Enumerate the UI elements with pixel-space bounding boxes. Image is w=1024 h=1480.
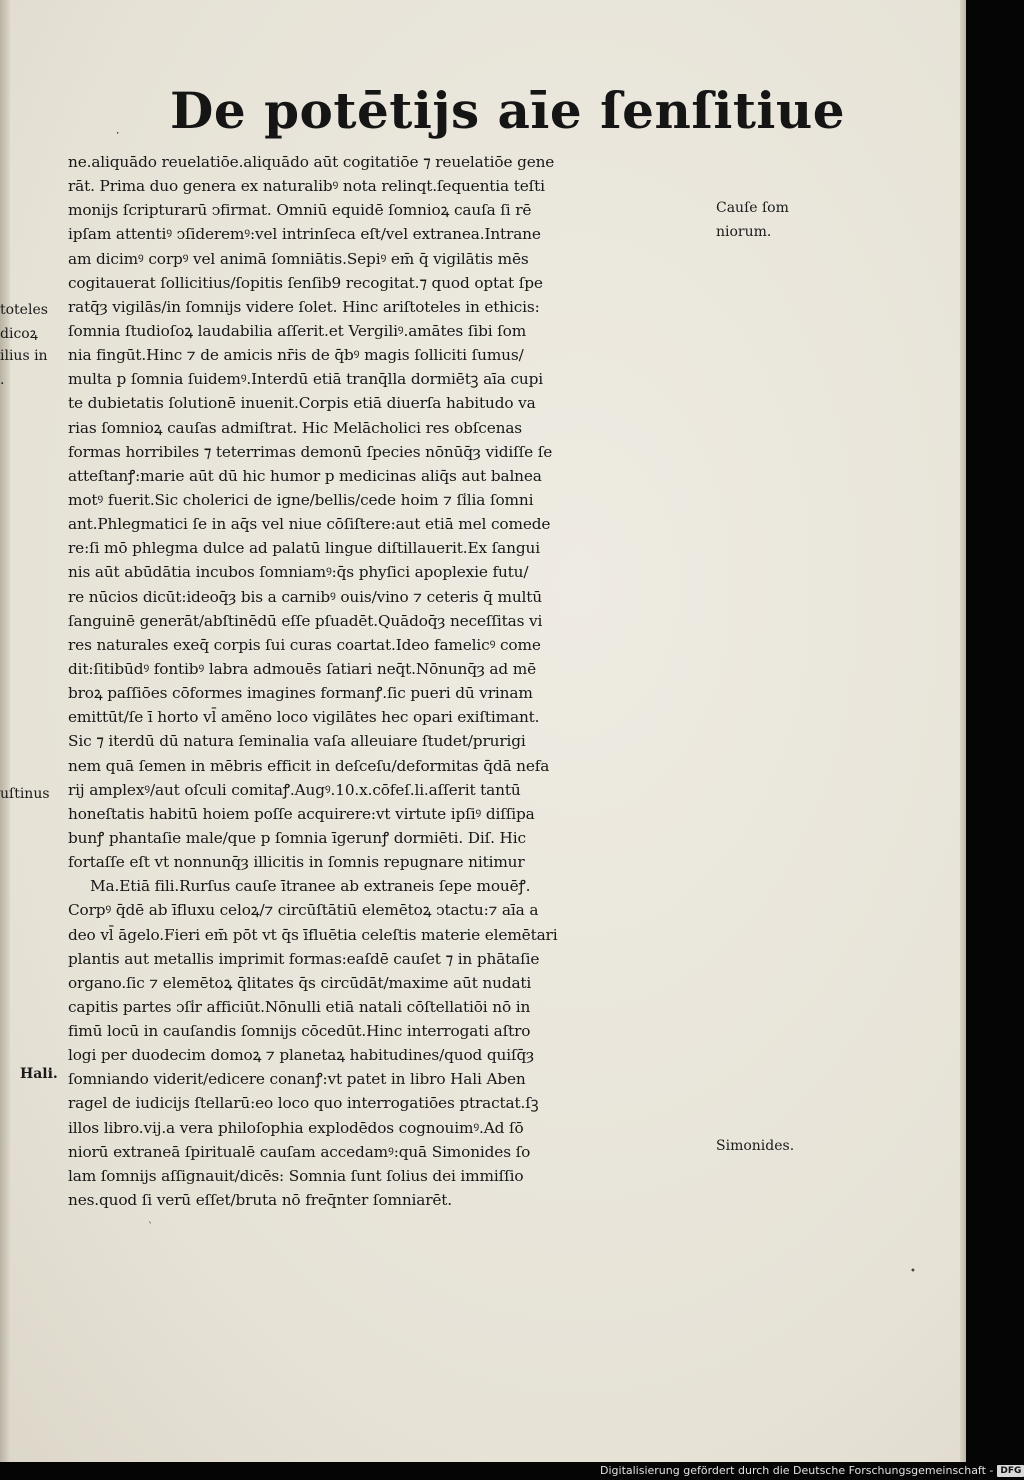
text-line: formas horribiles ⁊ teterrimas demonū ſpecies nōnūq̄ȝ vidiſſe ſe <box>68 442 553 461</box>
text-line: multa p ſomnia ſuidemꝰ.Interdū etiā tranq̄lla dormiētꝫ aīa cupi <box>68 370 543 389</box>
text-line: Corpꝰ q̄dē ab īfluxu celoꝝ/⁊ circūſtātiū elemētoꝝ ↄtactu:⁊ aīa a <box>68 901 539 920</box>
text-line: fortaſſe eſt vt nonnunq̄ȝ illicitis in ſomnis repugnare nitimur <box>68 853 525 872</box>
text-line: am dicimꝰ corpꝰ vel animā ſomniātis.Sepiꝰ em̄ q̄ vigilātis mēs <box>68 249 529 268</box>
text-line: ant.Phlegmatici ſe in aq̄s vel niue cōſiſtere:aut etiā mel comede <box>68 515 551 534</box>
margin-note-left: toteles <box>0 302 48 318</box>
text-line: broꝝ paſſiōes cōformes imagines formanꝭ.ſic pueri dū vrinam <box>68 684 533 703</box>
text-line: nis aūt abūdātia incubos ſomniamꝰ:q̄s phyſici apoplexie futu/ <box>68 563 529 582</box>
dfg-logo-icon: DFG <box>997 1465 1024 1477</box>
text-line: Sic ⁊ iterdū dū natura ſeminalia vaſa alleuiare ſtudet/prurigi <box>68 732 526 751</box>
page-edge-shadow <box>960 0 966 1462</box>
margin-note-left: ilius in <box>0 348 48 364</box>
text-line: ſomnia ſtudioſoꝝ laudabilia aſſerit.et Vergiliꝰ.amātes ſibi ſom <box>68 321 527 340</box>
text-line: fimū locū in cauſandis ſomnijs cōcedūt.Hinc interrogati aſtro <box>68 1022 531 1041</box>
ink-speck: ` <box>148 1222 153 1233</box>
margin-note-right: Cauſe ſom <box>716 200 789 216</box>
text-line: ne.aliquādo reuelatiōe.aliquādo aūt cogitatiōe ⁊ reuelatiōe gene <box>68 153 555 171</box>
text-line: deo vl̄ āgelo.Fieri em̄ pōt vt q̄s īfluētia celeſtis materie elemētari <box>68 925 558 944</box>
text-line: motꝰ fuerit.Sic cholerici de igne/bellis/cede hoim ⁊ ſi̾lia ſomni <box>68 490 534 509</box>
text-line: emittūt/ſe ī horto vl̄ amẽno loco vigilātes hec opari exiſtimant. <box>68 708 540 727</box>
text-line: nem quā ſemen in mēbris efficit in deſceſu/deformitas q̄dā nefa <box>68 756 550 775</box>
text-line: illos libro.vij.a vera philoſophia explodēdos cognouimꝰ.Ad ſō <box>68 1118 524 1137</box>
printer-mark-icon: ⸳ <box>116 124 120 138</box>
text-line: res naturales exeq̄ corpis ſui curas coartat.Ideo famelicꝰ come <box>68 635 541 654</box>
text-line: ragel de iudicijs ſtellarū:eo loco quo interrogatiōes ptractat.ſꝫ <box>68 1094 539 1113</box>
ink-speck: • <box>910 1266 916 1277</box>
text-line: ratq̄ȝ vigilās/in ſomnijs videre ſolet. Hinc ariſtoteles in ethicis: <box>68 297 540 316</box>
margin-note-left: Hali. <box>20 1066 58 1082</box>
text-line: nes.quod ſi verū eſſet/bruta nō freq̄nter ſomniarēt. <box>68 1191 453 1210</box>
text-line: ſomniando viderit/edicere conanꝭ:vt patet in libro Hali Aben <box>68 1070 526 1089</box>
text-line: organo.ſic ⁊ elemētoꝝ q̄litates q̄s circūdāt/maxime aūt nudati <box>68 973 532 992</box>
footer-text: Digitalisierung gefördert durch die Deutsche Forschungsgemeinschaft - <box>600 1464 994 1477</box>
text-line: ipſam attentiꝰ ↄſideremꝰ:vel intrinſeca eſt/vel extranea.Intrane <box>68 225 541 244</box>
text-line: niorū extraneā ſpiritualē cauſam accedamꝰ:quā Simonides ſo <box>68 1142 531 1161</box>
text-line: dit:ſitibūdꝰ fontibꝰ labra admouēs ſatiari neq̄t.Nōnunq̄ȝ ad mē <box>68 659 537 678</box>
margin-note-right: Simonides. <box>716 1138 795 1154</box>
text-line: re:ſi mō phlegma dulce ad palatū lingue diſtillauerit.Ex ſangui <box>68 539 540 558</box>
text-line: lam ſomnijs aſſignauit/dicēs: Somnia ſunt ſolius dei immiſſio <box>68 1166 524 1185</box>
page-binding-shadow <box>0 0 10 1462</box>
text-line: cogitauerat ſollicitius/ſopitis ſenſib9 recogitat.⁊ quod optat ſpe <box>68 273 543 292</box>
text-line: logi per duodecim domoꝝ ⁊ planetaꝝ habitudines/quod quiſq̄ȝ <box>68 1046 534 1065</box>
text-line: rias ſomnioꝝ cauſas admiſtrat. Hic Melācholici res obſcenas <box>68 418 522 437</box>
page-heading: De potētijs aīe ſenſitiue <box>170 81 846 140</box>
text-line: re nūcios dicūt:ideoq̄ȝ bis a carnibꝰ ouis/vino ⁊ ceteris q̄ multū <box>68 587 542 606</box>
text-line: bunꝭ phantaſie male/que p ſomnia īgerunꝭ dormiēti. Diſ. Hic <box>68 828 526 847</box>
margin-note-left: dicoꝝ <box>0 326 38 342</box>
text-line: te dubietatis ſolutionē inuenit.Corpis etiā diuerſa habitudo va <box>68 394 536 413</box>
digitization-footer <box>600 1462 1022 1480</box>
text-line: rāt. Prima duo genera ex naturalibꝰ nota relinqt.ſequentia teſti <box>68 177 545 196</box>
text-line: ſanguinē generāt/abſtinēdū eſſe pſuadēt.Quādoq̄ȝ neceſſitas vi <box>68 611 543 630</box>
margin-note-right: niorum. <box>716 224 772 240</box>
margin-note-left: uſtinus <box>0 786 50 802</box>
text-line: rij amplexꝰ/aut oſculi comitaꝭ.Augꝰ.10.x.cōfeſ.li.aſſerit tantū <box>68 780 521 799</box>
text-line: plantis aut metallis imprimit formas:eaſdē cauſet ⁊ in phātaſie <box>68 949 540 968</box>
text-line: monijs ſcripturarū ↄfirmat. Omniū equidē ſomnioꝝ cauſa ſi rē <box>68 201 532 220</box>
text-body <box>68 150 718 1212</box>
text-line: Ma.Etiā fili.Rurſus cauſe ītranee ab extraneis ſepe mouēꝭ. <box>90 877 531 896</box>
text-line: capitis partes ↄſi̾r afficiūt.Nōnulli etiā natali cōſtellatiōi nō in <box>68 997 531 1016</box>
margin-note-left: . <box>0 372 5 388</box>
text-line: honeſtatis habitū hoiem poſſe acquirere:vt virtute ipſiꝰ diſſipa <box>68 804 535 823</box>
text-line: atteſtanꝭ:marie aūt dū hic humor p medicinas aliq̄s aut balnea <box>68 466 542 485</box>
text-line: nia fingūt.Hinc ⁊ de amicis nr̄is de q̄bꝰ magis ſolliciti ſumus/ <box>68 346 524 365</box>
